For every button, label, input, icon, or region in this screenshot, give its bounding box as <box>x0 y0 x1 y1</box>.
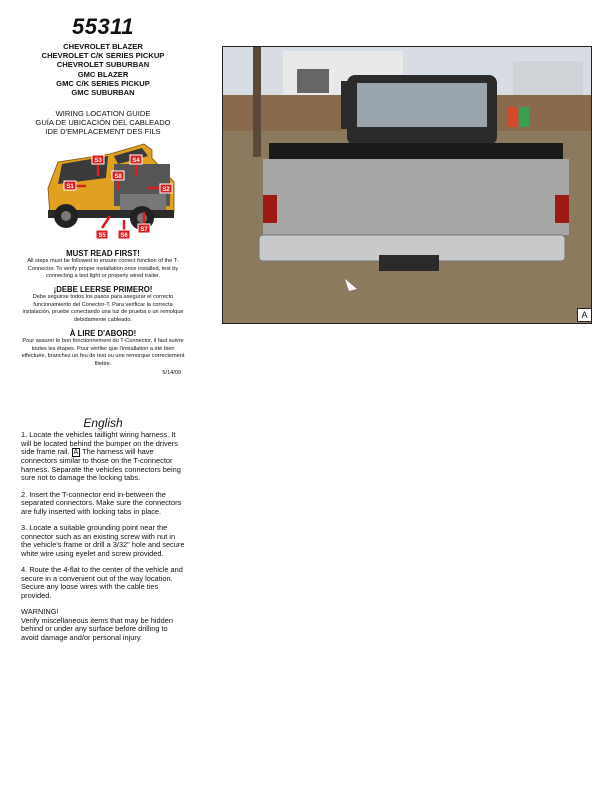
svg-text:S7: S7 <box>140 227 148 233</box>
step-2: 2. Insert the T-connector end in-between the separated connectors. Make sure the connectors are fully inserted with locking tabs in place. <box>21 489 182 516</box>
step-1 <box>21 431 187 483</box>
photo-reference: A <box>73 449 79 456</box>
svg-text:S4: S4 <box>132 158 140 164</box>
warning-body: Verify miscellaneous items that may be hidden behind or under any surface before drilling to avoid damage and/or personal injury. <box>21 615 173 642</box>
rear-window <box>357 83 487 127</box>
svg-text:S6: S6 <box>120 233 128 239</box>
revision-date: 5/14/09 <box>162 370 181 376</box>
label-s8 <box>112 171 124 180</box>
red-bucket <box>507 107 517 127</box>
step-1-text: 1. Locate the vehicles taillight wiring harness. It will be located behind the bumper on the drivers side frame rail. <box>21 430 178 456</box>
guide-title-spanish: GUÍA DE UBICACIÓN DEL CABLEADO <box>35 118 171 128</box>
label-s2 <box>160 184 172 193</box>
tree-trunk <box>253 47 261 157</box>
tailgate <box>263 159 569 235</box>
warning-title: WARNING! <box>21 607 59 616</box>
guide-title-english: WIRING LOCATION GUIDE <box>55 109 151 118</box>
step-1-text-continued: The harness will have connectors similar to those on the T-connector harness. Separate the vehicles connectors being sure not to damage the locking tabs. <box>21 447 181 482</box>
notice-body-french: Pour assurer le bon fonctionnement du T-Connector, il faut suivre toutes les étapes. Pour vérifier que l'installation a été bien effectuée, branchez un feu de test ou une remorque correctement filetée. <box>21 338 185 367</box>
notice-title-english: MUST READ FIRST! <box>66 249 140 258</box>
svg-text:S8: S8 <box>114 174 122 180</box>
svg-text:S1: S1 <box>66 184 74 190</box>
step-3: 3. Locate a suitable grounding point near the connector such as an existing screw with nut in the vehicle's frame or drill a 3/32" hole and secure white wire using eyelet and screw provided. <box>21 523 185 558</box>
house-window <box>297 69 329 93</box>
label-s4 <box>130 155 142 164</box>
language-heading: English <box>83 416 123 430</box>
green-bucket <box>519 107 529 127</box>
front-hub <box>61 211 71 221</box>
truck-rear-illustration <box>223 47 592 324</box>
right-taillight <box>555 195 569 223</box>
left-taillight <box>263 195 277 223</box>
label-s6 <box>118 230 130 239</box>
vehicle-item: CHEVROLET C/K SERIES PICKUP <box>41 51 165 61</box>
notice-body-english: All steps must be followed to ensure correct function of the T-Connector. To verify proper installation once installed, test by connecting a test light or properly wired trailer. <box>27 258 179 280</box>
vehicle-item: CHEVROLET BLAZER <box>63 42 143 51</box>
vehicle-item: GMC SUBURBAN <box>71 88 135 98</box>
label-s7 <box>138 224 150 233</box>
vehicle-photo <box>222 46 592 324</box>
notice-body-spanish: Debe seguirse todos los pasos para asegurar el correcto funcionamiento del Conector-T. Para verificar la correcta instalación, pruebe conectando una luz de prueba o un remolque debidamente cableado. <box>22 294 184 323</box>
wiring-location-diagram <box>40 138 180 242</box>
notice-title-spanish: ¡DEBE LEERSE PRIMERO! <box>53 285 153 294</box>
label-s3 <box>92 155 104 164</box>
vehicle-item: CHEVROLET SUBURBAN <box>56 60 150 70</box>
rear-hub <box>137 213 147 223</box>
installation-steps <box>21 431 187 642</box>
label-s5 <box>96 230 108 239</box>
svg-text:S3: S3 <box>94 158 102 164</box>
notice-title-french: À LIRE D'ABORD! <box>69 329 137 338</box>
label-s1 <box>64 181 76 190</box>
vehicle-item: GMC BLAZER <box>77 69 129 79</box>
part-number: 55311 <box>71 14 135 39</box>
svg-text:S2: S2 <box>162 187 170 193</box>
license-plate-area <box>379 255 439 271</box>
step-4: 4. Route the 4-flat to the center of the vehicle and secure in a convenient out of the way location. Secure any loose wires with the cable ties provided. <box>21 565 183 600</box>
svg-text:S5: S5 <box>98 233 106 239</box>
vehicle-list <box>20 42 186 97</box>
guide-title <box>20 109 186 137</box>
guide-title-french: IDE D'EMPLACEMENT DES FILS <box>45 127 161 137</box>
photo-label: A <box>577 308 592 322</box>
vehicle-item: GMC C/K SERIES PICKUP <box>56 78 150 88</box>
